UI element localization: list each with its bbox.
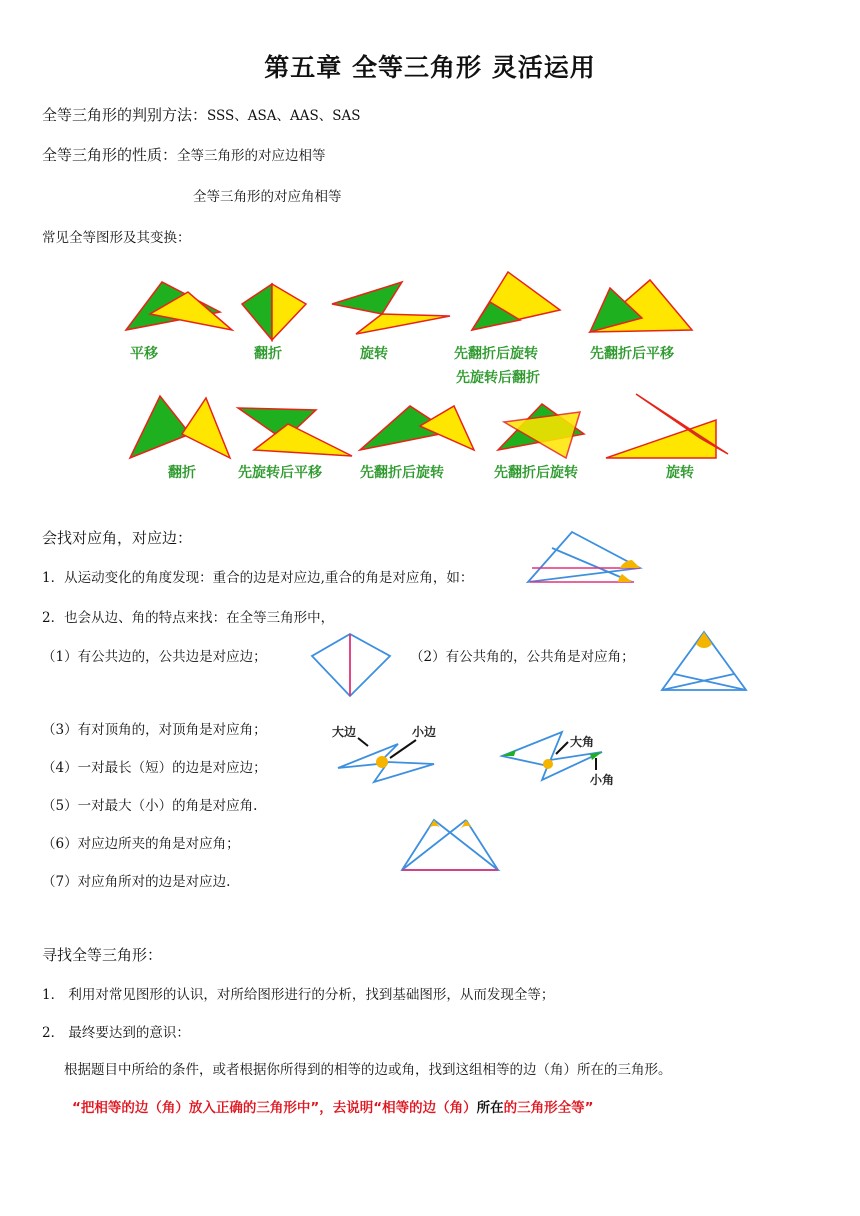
emphasis-part-c: 的三角形全等” <box>503 1100 594 1116</box>
label-rotate-2: 旋转 <box>666 465 694 481</box>
figure-flip-2 <box>130 396 230 458</box>
figure-flip-then-rotate-2 <box>360 406 474 450</box>
label-small-side: 小边 <box>412 725 437 739</box>
congruent-item1: 1． 利用对常见图形的认识，对所给图形进行的分析，找到基础图形，从而发现全等； <box>42 987 555 1003</box>
emphasis-part-a: “把相等的边（角）放入正确的三角形中”，去说明“相等的边（角） <box>72 1100 477 1116</box>
find-item2: 2．也会从边、角的特点来找：在全等三角形中， <box>42 610 335 626</box>
label-rotate: 旋转 <box>360 346 388 362</box>
label-flip: 翻折 <box>254 346 282 362</box>
figure-flip <box>242 284 306 340</box>
label-rotate-then-translate: 先旋转后平移 <box>238 465 322 481</box>
sub1: （1）有公共边的，公共边是对应边； <box>42 649 267 665</box>
common-side-figure <box>310 632 394 698</box>
label-flip-then-rotate-2: 先翻折后旋转 <box>360 465 444 481</box>
sub5: （5）一对最大（小）的角是对应角. <box>42 798 258 814</box>
sub6: （6）对应边所夹的角是对应角； <box>42 836 240 852</box>
find-item1: 1．从运动变化的角度发现：重合的边是对应边,重合的角是对应角，如： <box>42 570 474 586</box>
congruent-body: 根据题目中所给的条件，或者根据你所得到的相等的边或角，找到这组相等的边（角）所在的三角形。 <box>64 1062 672 1078</box>
label-flip-then-translate: 先翻折后平移 <box>590 346 674 362</box>
label-flip-then-rotate: 先翻折后旋转 <box>454 346 538 362</box>
common-angle-figure <box>660 628 748 694</box>
figure-rotate-2 <box>606 394 728 458</box>
label-flip-then-rotate-3: 先翻折后旋转 <box>494 465 578 481</box>
included-angle-figure <box>398 812 502 876</box>
property-label: 全等三角形的性质： <box>42 146 178 164</box>
sub4: （4）一对最长（短）的边是对应边； <box>42 760 267 776</box>
transforms-heading: 常见全等图形及其变换： <box>42 230 191 246</box>
figure-rotate-then-translate <box>238 408 352 456</box>
property-line1: 全等三角形的对应边相等 <box>177 148 326 164</box>
figure-rotate <box>332 282 450 334</box>
figure-flip-then-translate <box>590 280 692 332</box>
congruent-item2: 2． 最终要达到的意识： <box>42 1025 190 1041</box>
figure-flip-then-rotate <box>472 272 560 330</box>
judgement-value: SSS、ASA、AAS、SAS <box>207 108 361 124</box>
sub2: （2）有公共角的，公共角是对应角； <box>410 649 635 665</box>
find-congruent-heading: 寻找全等三角形： <box>42 946 163 964</box>
property-line2: 全等三角形的对应角相等 <box>193 189 342 205</box>
judgement-label: 全等三角形的判别方法： <box>42 106 208 124</box>
label-rotate-then-flip: 先旋转后翻折 <box>456 370 540 386</box>
label-big-angle: 大角 <box>570 735 595 749</box>
sub3: （3）有对顶角的，对顶角是对应角； <box>42 722 267 738</box>
label-flip-2: 翻折 <box>168 465 196 481</box>
label-big-side: 大边 <box>332 725 357 739</box>
transform-figures <box>120 262 740 492</box>
label-small-angle: 小角 <box>590 773 615 787</box>
label-translate: 平移 <box>130 346 158 362</box>
big-small-angle-figure <box>498 724 628 788</box>
find-corresponding-heading: 会找对应角，对应边： <box>42 529 193 547</box>
vertical-angle-figure <box>330 722 452 786</box>
emphasis-part-b: 所在 <box>476 1100 504 1116</box>
sub7: （7）对应角所对的边是对应边. <box>42 874 231 890</box>
page-title: 第五章 全等三角形 灵活运用 <box>264 53 596 82</box>
emphasis-line <box>72 1096 594 1116</box>
judgement-line <box>42 104 361 125</box>
overlap-figure <box>522 528 644 586</box>
figure-flip-then-rotate-3 <box>498 404 584 458</box>
figure-translate <box>126 282 232 330</box>
property-line <box>42 144 326 165</box>
